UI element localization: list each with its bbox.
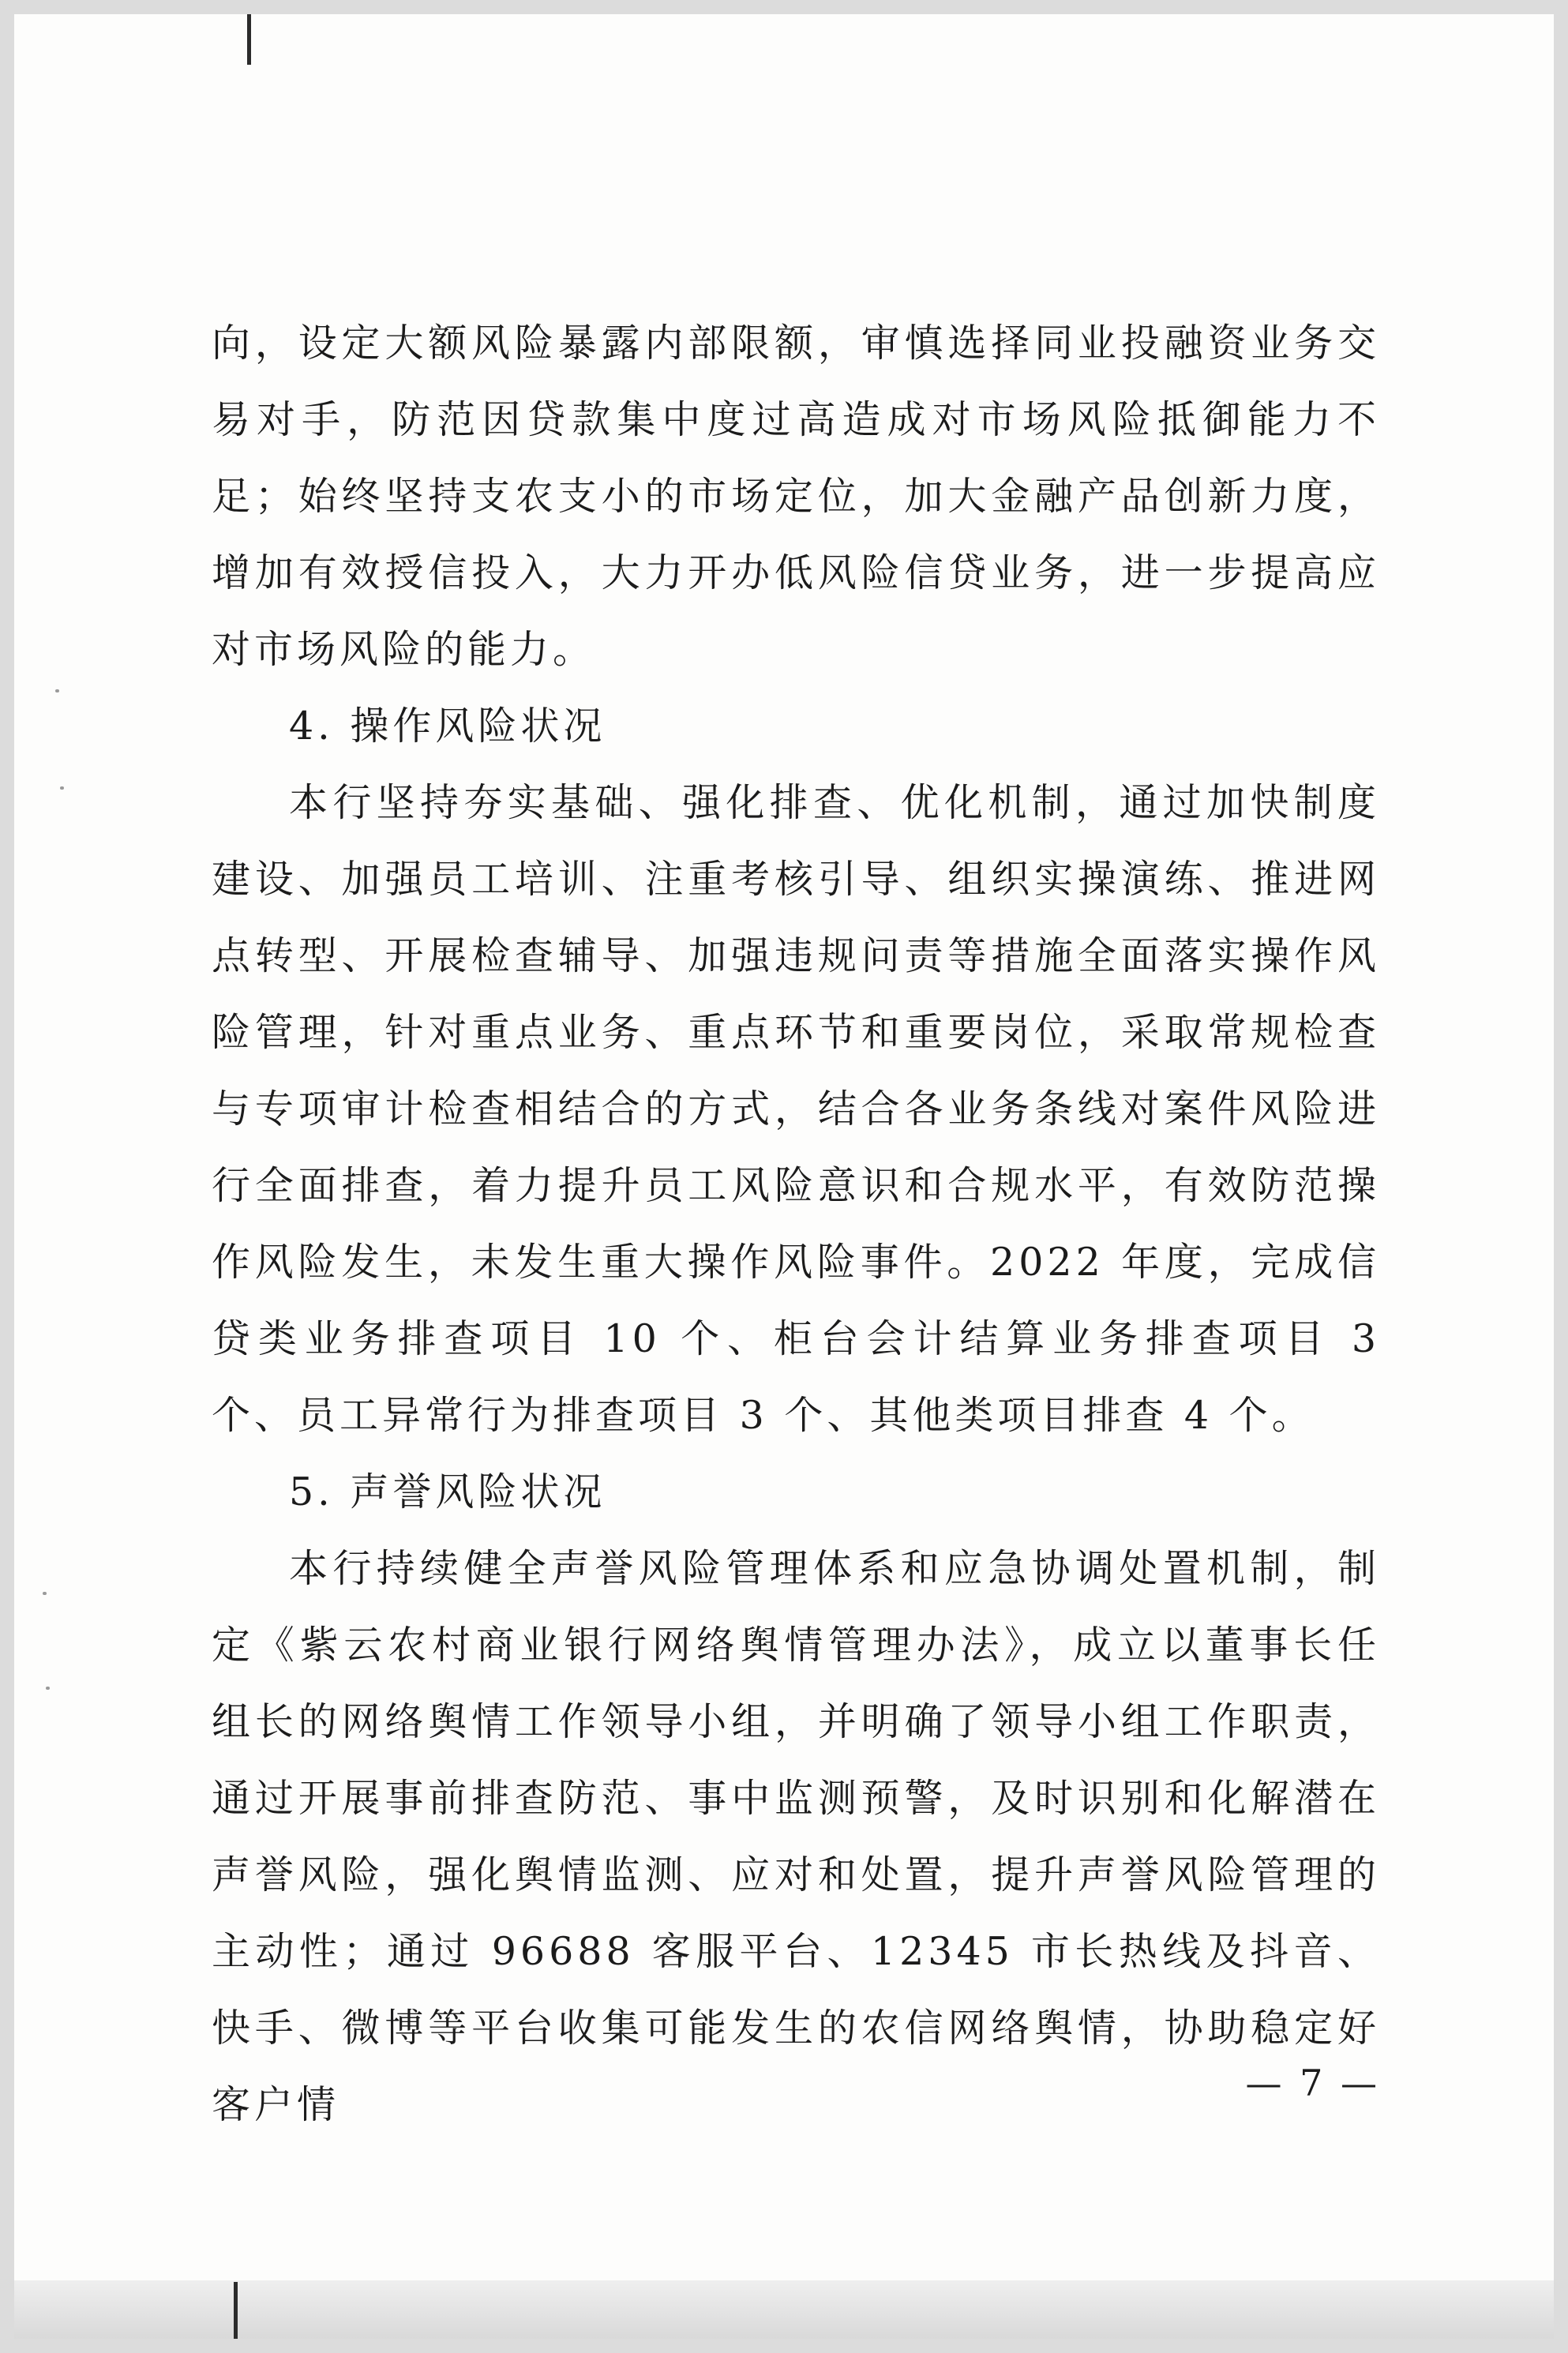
scan-artifact-bottom-line <box>234 2282 238 2339</box>
scan-speck <box>43 1592 47 1595</box>
scan-speck <box>46 1687 50 1690</box>
document-page <box>14 14 1554 2339</box>
heading-operational-risk: 4. 操作风险状况 <box>289 704 606 749</box>
paragraph-reputation-risk: 本行持续健全声誉风险管理体系和应急协调处置机制，制定《紫云农村商业银行网络舆情管理办法》，成立以董事长任组长的网络舆情工作领导小组，并明确了领导小组工作职责，通过开展事前排查防范、事中监测预警，及时识别和化解潜在声誉风险，强化舆情监测、应对和处置，提升声誉风险管理的主动性；通过 96688 客服平台、12345 市长热线及抖音、快手、微博等平台收集可能发生的农信网络舆情，协助稳定好客户情 <box>212 1546 1380 2127</box>
scan-speck <box>60 786 64 790</box>
scan-artifact-bottom-band <box>14 2280 1554 2339</box>
scan-speck <box>55 689 59 692</box>
page-number: — 7 — <box>1245 2062 1380 2104</box>
scan-artifact-top-line <box>247 14 251 65</box>
document-body <box>212 305 1380 2143</box>
heading-reputation-risk: 5. 声誉风险状况 <box>289 1469 606 1514</box>
paragraph-market-risk-continued: 向，设定大额风险暴露内部限额，审慎选择同业投融资业务交易对手，防范因贷款集中度过高造成对市场风险抵御能力不足；始终坚持支农支小的市场定位，加大金融产品创新力度，增加有效授信投入，大力开办低风险信贷业务，进一步提高应对市场风险的能力。 <box>212 321 1380 672</box>
paragraph-operational-risk: 本行坚持夯实基础、强化排查、优化机制，通过加快制度建设、加强员工培训、注重考核引导、组织实操演练、推进网点转型、开展检查辅导、加强违规问责等措施全面落实操作风险管理，针对重点业务、重点环节和重要岗位，采取常规检查与专项审计检查相结合的方式，结合各业务条线对案件风险进行全面排查，着力提升员工风险意识和合规水平，有效防范操作风险发生，未发生重大操作风险事件。2022 年度，完成信贷类业务排查项目 10 个、柜台会计结算业务排查项目 3 个、员工异常行为排查项目 3 个、其他类项目排查 4 个。 <box>212 780 1380 1438</box>
